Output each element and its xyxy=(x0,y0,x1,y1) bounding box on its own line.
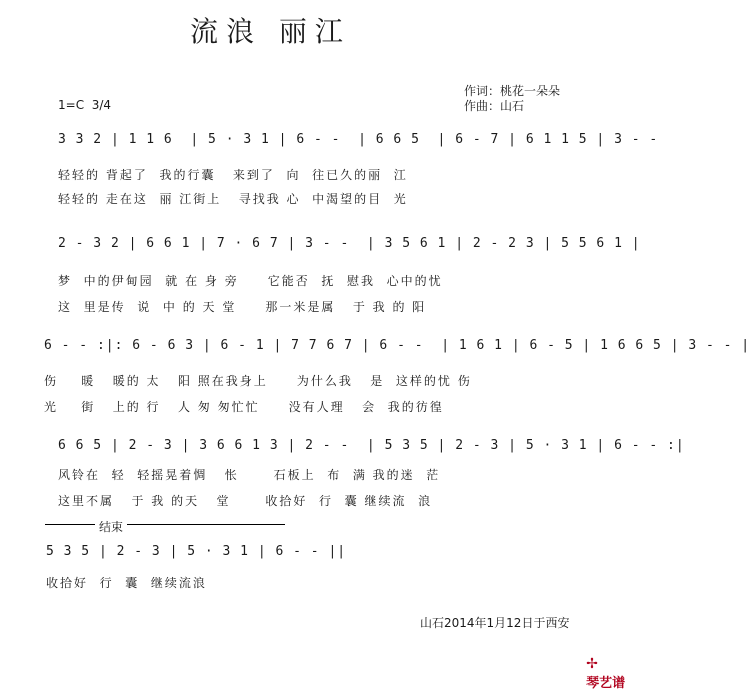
watermark-text: 琴艺谱 xyxy=(586,676,626,691)
notation-line-1: 3 3 2 | 1 1 6 | 5 · 3 1 | 6 - - | 6 6 5 | 6 - 7 | 6 1 1 5 | 3 - - xyxy=(58,132,659,147)
logo-icon: ✢ xyxy=(586,656,598,672)
notation-line-5: 5 3 5 | 2 - 3 | 5 · 3 1 | 6 - - || xyxy=(46,544,347,559)
lyrics-line-5: 收拾好 行 囊 继续流浪 xyxy=(46,576,207,590)
ending-label: 结束 xyxy=(95,518,127,535)
watermark xyxy=(576,634,625,691)
notation-line-2: 2 - 3 2 | 6 6 1 | 7 · 6 7 | 3 - - | 3 5 6 1 | 2 - 2 3 | 5 5 6 1 | xyxy=(58,236,641,251)
composer-credit: 作曲：山石 xyxy=(464,99,525,113)
lyrics-line-4-verse-2: 这里不属 于 我 的天 堂 收拾好 行 囊 继续流 浪 xyxy=(58,494,433,508)
key-meter: 1=C 3/4 xyxy=(58,98,112,112)
lyrics-line-1-verse-2: 轻轻的 走在这 丽 江街上 寻找我 心 中渴望的目 光 xyxy=(58,192,408,206)
song-title: 流浪 丽江 xyxy=(190,15,351,48)
lyrics-line-3-verse-2: 光 街 上的 行 人 匆 匆忙忙 没有人理 会 我的彷徨 xyxy=(44,400,444,414)
lyrics-line-1-verse-1: 轻轻的 背起了 我的行囊 来到了 向 往已久的丽 江 xyxy=(58,168,408,182)
lyrics-line-4-verse-1: 风铃在 轻 轻摇晃着惆 怅 石板上 布 满 我的迷 茫 xyxy=(58,468,441,482)
ending-bracket-line xyxy=(45,524,285,525)
notation-line-3: 6 - - :|: 6 - 6 3 | 6 - 1 | 7 7 6 7 | 6 - - | 1 6 1 | 6 - 5 | 1 6 6 5 | 3 - - | xyxy=(44,338,750,353)
signature: 山石2014年1月12日于西安 xyxy=(420,616,570,630)
lyrics-line-2-verse-2: 这 里是传 说 中 的 天 堂 那一米是属 于 我 的 阳 xyxy=(58,300,427,314)
lyrics-line-2-verse-1: 梦 中的伊甸园 就 在 身 旁 它能否 抚 慰我 心中的忧 xyxy=(58,274,443,288)
lyricist-credit: 作词：桃花一朵朵 xyxy=(464,84,561,98)
lyrics-line-3-verse-1: 伤 暖 暖的 太 阳 照在我身上 为什么我 是 这样的忧 伤 xyxy=(44,374,472,388)
notation-line-4: 6 6 5 | 2 - 3 | 3 6 6 1 3 | 2 - - | 5 3 5 | 2 - 3 | 5 · 3 1 | 6 - - :| xyxy=(58,438,685,453)
